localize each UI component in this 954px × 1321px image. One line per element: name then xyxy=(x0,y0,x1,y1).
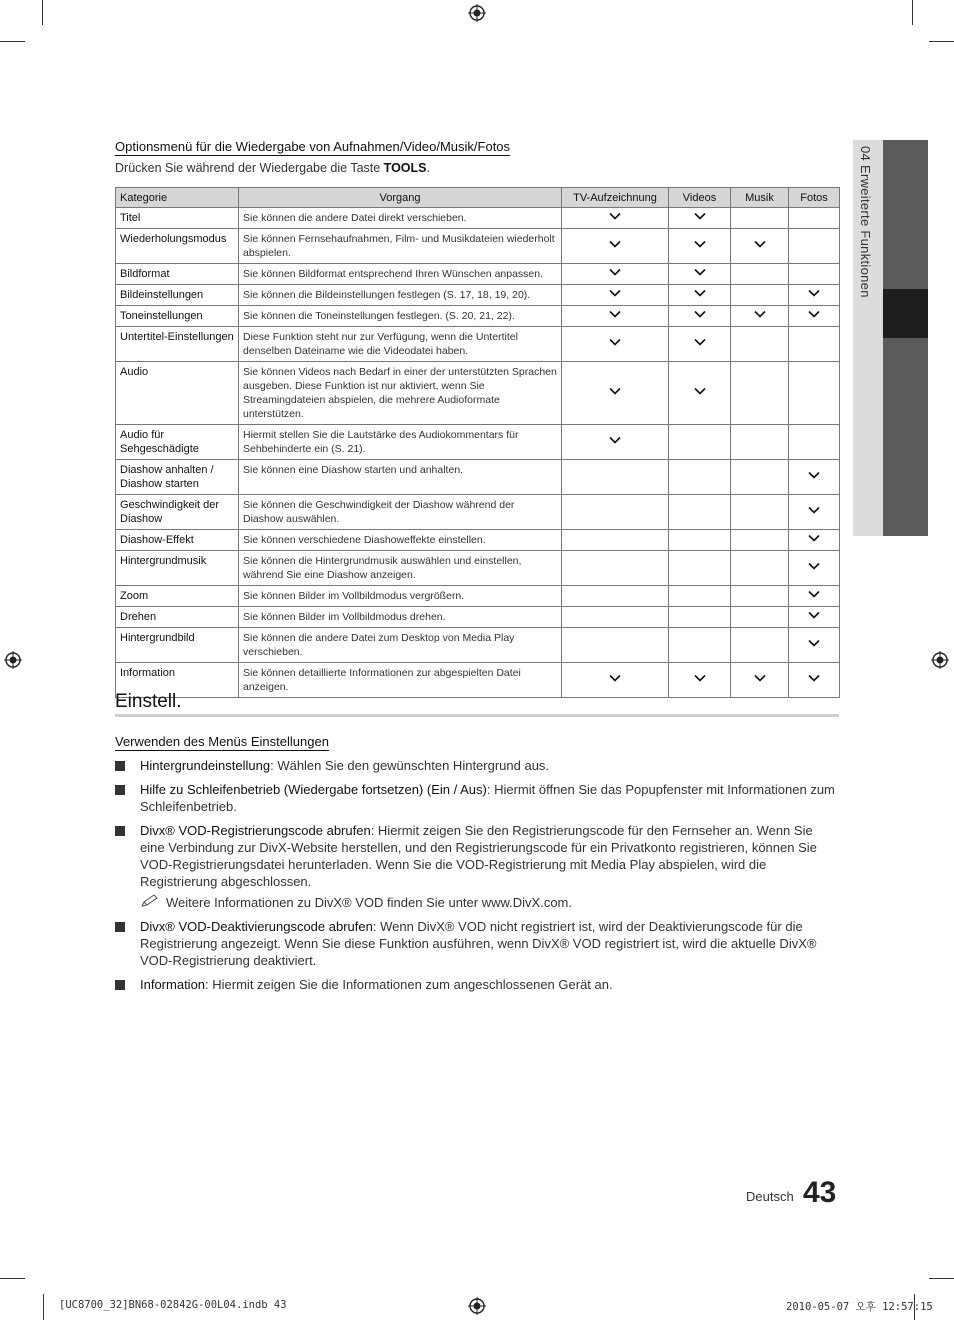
cell-videos xyxy=(669,551,731,586)
cell-tv-aufzeichnung xyxy=(562,495,669,530)
bullet-square-icon xyxy=(115,980,125,990)
footer-language: Deutsch xyxy=(746,1189,794,1204)
cell-kategorie: Bildformat xyxy=(116,264,239,285)
bullet-square-icon xyxy=(115,826,125,836)
cell-vorgang: Sie können die Geschwindigkeit der Diashow während der Diashow auswählen. xyxy=(239,495,562,530)
cell-fotos xyxy=(789,264,840,285)
cell-vorgang: Diese Funktion steht nur zur Verfügung, wenn die Untertitel denselben Dateiname wie die Videodatei haben. xyxy=(239,327,562,362)
cell-musik xyxy=(731,586,789,607)
cell-tv-aufzeichnung xyxy=(562,264,669,285)
check-mark-icon xyxy=(694,385,706,397)
note-text: Weitere Informationen zu DivX® VOD finden Sie unter www.DivX.com. xyxy=(166,895,572,910)
check-mark-icon xyxy=(754,672,766,684)
cell-kategorie: Wiederholungsmodus xyxy=(116,229,239,264)
check-mark-icon xyxy=(609,287,621,299)
cell-kategorie: Hintergrundmusik xyxy=(116,551,239,586)
cell-videos xyxy=(669,495,731,530)
options-table xyxy=(115,187,840,698)
bullet-term: Divx® VOD-Registrierungscode abrufen xyxy=(140,823,371,838)
bullet-text: : Wählen Sie den gewünschten Hintergrund aus. xyxy=(270,758,550,773)
check-mark-icon xyxy=(694,238,706,250)
cell-videos xyxy=(669,306,731,327)
einstell-subtitle: Verwenden des Menüs Einstellungen xyxy=(115,734,329,749)
cell-tv-aufzeichnung xyxy=(562,530,669,551)
crop-mark xyxy=(929,1278,954,1279)
cell-kategorie: Titel xyxy=(116,208,239,229)
check-mark-icon xyxy=(754,308,766,320)
crop-mark xyxy=(912,0,913,25)
cell-vorgang: Sie können Fernsehaufnahmen, Film- und Musikdateien wiederholt abspielen. xyxy=(239,229,562,264)
table-row xyxy=(116,586,840,607)
table-row xyxy=(116,208,840,229)
check-mark-icon xyxy=(808,469,820,481)
cell-vorgang: Sie können die Toneinstellungen festlegen. (S. 20, 21, 22). xyxy=(239,306,562,327)
bullet-square-icon xyxy=(115,785,125,795)
cell-vorgang: Sie können eine Diashow starten und anhalten. xyxy=(239,460,562,495)
cell-videos xyxy=(669,460,731,495)
cell-fotos xyxy=(789,425,840,460)
crop-mark xyxy=(929,41,954,42)
check-mark-icon xyxy=(808,637,820,649)
list-item xyxy=(115,757,839,774)
print-slug-file: [UC8700_32]BN68-02842G-00L04.indb 43 xyxy=(59,1299,287,1311)
bullet-term: Information xyxy=(140,977,206,992)
cell-tv-aufzeichnung xyxy=(562,229,669,264)
cell-vorgang: Hiermit stellen Sie die Lautstärke des Audiokommentars für Sehbehinderte ein (S. 21). xyxy=(239,425,562,460)
check-mark-icon xyxy=(808,532,820,544)
chapter-tab-active-marker xyxy=(883,289,928,338)
table-row xyxy=(116,362,840,425)
check-mark-icon xyxy=(609,308,621,320)
section-title: Optionsmenü für die Wiedergabe von Aufnahmen/Video/Musik/Fotos xyxy=(115,139,511,154)
check-mark-icon xyxy=(609,210,621,222)
header-fotos: Fotos xyxy=(789,188,840,208)
header-tv-aufzeichnung: TV-Aufzeichnung xyxy=(562,188,669,208)
section-intro xyxy=(115,161,430,175)
cell-kategorie: Hintergrundbild xyxy=(116,628,239,663)
cell-videos xyxy=(669,530,731,551)
cell-musik xyxy=(731,551,789,586)
chapter-tab-strip xyxy=(883,338,928,536)
cell-videos xyxy=(669,208,731,229)
cell-musik xyxy=(731,264,789,285)
check-mark-icon xyxy=(609,672,621,684)
cell-musik xyxy=(731,425,789,460)
cell-tv-aufzeichnung xyxy=(562,362,669,425)
cell-videos xyxy=(669,327,731,362)
cell-musik xyxy=(731,327,789,362)
print-slug-date: 2010-05-07 오후 12:57:15 xyxy=(786,1301,933,1313)
intro-suffix: . xyxy=(426,161,430,175)
crop-mark xyxy=(0,41,25,42)
chapter-tab-label: 04 Erweiterte Funktionen xyxy=(858,146,873,298)
heading-rule xyxy=(115,714,839,717)
crop-mark xyxy=(42,0,43,25)
page-number: 43 xyxy=(803,1176,837,1209)
cell-musik xyxy=(731,362,789,425)
cell-fotos xyxy=(789,460,840,495)
list-item xyxy=(115,918,839,969)
cell-fotos xyxy=(789,663,840,698)
table-header-row xyxy=(116,188,840,208)
cell-fotos xyxy=(789,229,840,264)
cell-kategorie: Diashow-Effekt xyxy=(116,530,239,551)
cell-vorgang: Sie können Bildformat entsprechend Ihren Wünschen anpassen. xyxy=(239,264,562,285)
check-mark-icon xyxy=(609,238,621,250)
bullet-term: Divx® VOD-Deaktivierungscode abrufen xyxy=(140,919,373,934)
cell-vorgang: Sie können Videos nach Bedarf in einer der unterstützten Sprachen ausgeben. Diese Funktion ist nur aktiviert, wenn Sie Streamingdateien abspielen, die mehrere Audioformate unterstützen. xyxy=(239,362,562,425)
cell-kategorie: Toneinstellungen xyxy=(116,306,239,327)
bullet-term: Hilfe zu Schleifenbetrieb (Wiedergabe fortsetzen) (Ein / Aus) xyxy=(140,782,487,797)
table-row xyxy=(116,425,840,460)
cell-fotos xyxy=(789,495,840,530)
cell-musik xyxy=(731,229,789,264)
note xyxy=(140,894,572,910)
cell-videos xyxy=(669,362,731,425)
cell-kategorie: Geschwindigkeit der Diashow xyxy=(116,495,239,530)
cell-tv-aufzeichnung xyxy=(562,551,669,586)
cell-kategorie: Untertitel-Einstellungen xyxy=(116,327,239,362)
check-mark-icon xyxy=(808,287,820,299)
check-mark-icon xyxy=(609,336,621,348)
check-mark-icon xyxy=(694,210,706,222)
cell-tv-aufzeichnung xyxy=(562,663,669,698)
cell-vorgang: Sie können Bilder im Vollbildmodus drehen. xyxy=(239,607,562,628)
cell-fotos xyxy=(789,306,840,327)
bullet-square-icon xyxy=(115,761,125,771)
chapter-tab-strip xyxy=(883,140,928,289)
cell-musik xyxy=(731,607,789,628)
cell-kategorie: Audio xyxy=(116,362,239,425)
cell-musik xyxy=(731,208,789,229)
list-item xyxy=(115,976,839,993)
cell-kategorie: Zoom xyxy=(116,586,239,607)
cell-videos xyxy=(669,663,731,698)
cell-tv-aufzeichnung xyxy=(562,586,669,607)
table-row xyxy=(116,229,840,264)
check-mark-icon xyxy=(694,287,706,299)
bullet-square-icon xyxy=(115,922,125,932)
check-mark-icon xyxy=(754,238,766,250)
table-row xyxy=(116,607,840,628)
table-row xyxy=(116,628,840,663)
cell-tv-aufzeichnung xyxy=(562,285,669,306)
cell-fotos xyxy=(789,530,840,551)
pencil-note-icon xyxy=(140,894,160,908)
cell-tv-aufzeichnung xyxy=(562,628,669,663)
registration-mark-icon xyxy=(4,651,22,669)
cell-kategorie: Diashow anhalten / Diashow starten xyxy=(116,460,239,495)
intro-text: Drücken Sie während der Wiedergabe die Taste xyxy=(115,161,384,175)
cell-fotos xyxy=(789,607,840,628)
table-row xyxy=(116,495,840,530)
cell-vorgang: Sie können die andere Datei direkt verschieben. xyxy=(239,208,562,229)
cell-vorgang: Sie können die andere Datei zum Desktop von Media Play verschieben. xyxy=(239,628,562,663)
cell-musik xyxy=(731,530,789,551)
check-mark-icon xyxy=(694,308,706,320)
cell-vorgang: Sie können die Hintergrundmusik auswählen und einstellen, während Sie eine Diashow anzeigen. xyxy=(239,551,562,586)
intro-key: TOOLS xyxy=(383,161,427,175)
table-row xyxy=(116,285,840,306)
cell-fotos xyxy=(789,586,840,607)
cell-kategorie: Information xyxy=(116,663,239,698)
cell-musik xyxy=(731,306,789,327)
table-row xyxy=(116,663,840,698)
cell-fotos xyxy=(789,285,840,306)
header-kategorie: Kategorie xyxy=(116,188,239,208)
bullet-text: : Hiermit zeigen Sie den Registrierungscode für den Fernseher an. Wenn Sie eine Verbindung zur DivX-Website herstellen, und den Registrierungscode für ein Privatkonto registrieren, können Sie VOD-Registrierungsdatei herunterladen. Wenn Sie die VOD-Registrierung mit Media Play abspielen, wird die Registrierung abgeschlossen. xyxy=(140,823,817,889)
header-videos: Videos xyxy=(669,188,731,208)
registration-mark-icon xyxy=(931,651,949,669)
cell-videos xyxy=(669,285,731,306)
bullet-text: : Wenn DivX® VOD nicht registriert ist, wird der Deaktivierungscode für die Registrierung angezeigt. Wenn Sie diese Funktion ausführen, wenn DivX® VOD registriert ist, wird die aktuelle DivX® VOD-Registrierung deaktiviert. xyxy=(140,919,817,968)
cell-fotos xyxy=(789,362,840,425)
check-mark-icon xyxy=(808,308,820,320)
check-mark-icon xyxy=(808,672,820,684)
cell-fotos xyxy=(789,551,840,586)
table-row xyxy=(116,460,840,495)
cell-vorgang: Sie können detaillierte Informationen zur abgespielten Datei anzeigen. xyxy=(239,663,562,698)
cell-fotos xyxy=(789,628,840,663)
cell-videos xyxy=(669,586,731,607)
cell-kategorie: Drehen xyxy=(116,607,239,628)
cell-tv-aufzeichnung xyxy=(562,607,669,628)
cell-musik xyxy=(731,663,789,698)
list-item xyxy=(115,781,839,815)
cell-videos xyxy=(669,607,731,628)
check-mark-icon xyxy=(694,672,706,684)
cell-tv-aufzeichnung xyxy=(562,460,669,495)
cell-tv-aufzeichnung xyxy=(562,327,669,362)
cell-tv-aufzeichnung xyxy=(562,208,669,229)
check-mark-icon xyxy=(808,504,820,516)
cell-musik xyxy=(731,495,789,530)
cell-tv-aufzeichnung xyxy=(562,306,669,327)
check-mark-icon xyxy=(808,588,820,600)
list-item xyxy=(115,822,839,890)
cell-tv-aufzeichnung xyxy=(562,425,669,460)
cell-musik xyxy=(731,628,789,663)
bullet-text: : Hiermit öffnen Sie das Popupfenster mit Informationen zum Schleifenbetrieb. xyxy=(140,782,835,814)
cell-kategorie: Bildeinstellungen xyxy=(116,285,239,306)
check-mark-icon xyxy=(808,609,820,621)
check-mark-icon xyxy=(609,266,621,278)
check-mark-icon xyxy=(694,336,706,348)
bullet-term: Hintergrundeinstellung xyxy=(140,758,271,773)
cell-vorgang: Sie können die Bildeinstellungen festlegen (S. 17, 18, 19, 20). xyxy=(239,285,562,306)
table-row xyxy=(116,327,840,362)
cell-vorgang: Sie können verschiedene Diashoweffekte einstellen. xyxy=(239,530,562,551)
table-row xyxy=(116,264,840,285)
check-mark-icon xyxy=(694,266,706,278)
cell-videos xyxy=(669,628,731,663)
cell-fotos xyxy=(789,208,840,229)
registration-mark-icon xyxy=(468,4,486,22)
einstell-heading: Einstell. xyxy=(115,691,182,712)
cell-videos xyxy=(669,425,731,460)
cell-kategorie: Audio für Sehgeschädigte xyxy=(116,425,239,460)
check-mark-icon xyxy=(609,434,621,446)
cell-vorgang: Sie können Bilder im Vollbildmodus vergrößern. xyxy=(239,586,562,607)
cell-videos xyxy=(669,264,731,285)
cell-videos xyxy=(669,229,731,264)
table-row xyxy=(116,530,840,551)
crop-mark xyxy=(0,1278,25,1279)
table-row xyxy=(116,306,840,327)
header-vorgang: Vorgang xyxy=(239,188,562,208)
bullet-text: : Hiermit zeigen Sie die Informationen zum angeschlossenen Gerät an. xyxy=(205,977,613,992)
cell-musik xyxy=(731,285,789,306)
cell-musik xyxy=(731,460,789,495)
header-musik: Musik xyxy=(731,188,789,208)
cell-fotos xyxy=(789,327,840,362)
check-mark-icon xyxy=(609,385,621,397)
table-row xyxy=(116,551,840,586)
check-mark-icon xyxy=(808,560,820,572)
